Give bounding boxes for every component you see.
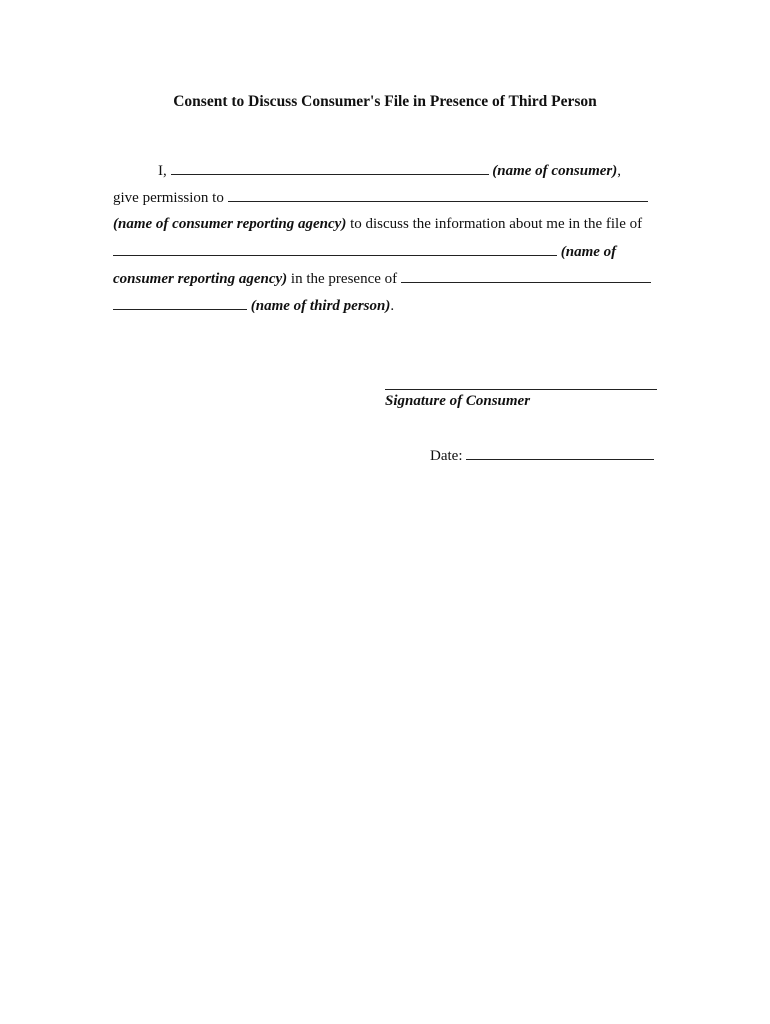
line1-prefix: I, [158, 163, 167, 179]
consent-line-consumer-name [158, 161, 621, 180]
consumer-name-blank[interactable] [171, 161, 489, 175]
consumer-name-label: (name of consumer) [492, 163, 618, 179]
line5-text: in the presence of [287, 271, 398, 287]
consent-line-third-person [113, 296, 394, 315]
line2-prefix: give permission to [113, 190, 224, 206]
third-person-blank-2[interactable] [113, 296, 247, 310]
consent-line-agency [113, 215, 642, 233]
consent-line-presence [113, 269, 651, 288]
date-blank[interactable] [466, 446, 654, 460]
line3-text: to discuss the information about me in the file of [346, 216, 643, 232]
document-title: Consent to Discuss Consumer's File in Presence of Third Person [173, 93, 597, 110]
line6-suffix: . [390, 298, 395, 314]
signature-label: Signature of Consumer [385, 393, 531, 409]
third-person-label: (name of third person) [250, 298, 391, 314]
third-person-blank-1[interactable] [401, 269, 651, 283]
consent-line-permission [113, 188, 648, 207]
file-agency-label-end: consumer reporting agency) [113, 271, 288, 287]
date-label: Date: [430, 448, 463, 464]
date-row [430, 446, 654, 465]
file-agency-label-start: (name of [560, 244, 617, 260]
agency-name-blank[interactable] [228, 188, 648, 202]
line1-suffix: , [617, 163, 621, 179]
file-agency-blank[interactable] [113, 242, 557, 256]
signature-line[interactable] [385, 389, 657, 390]
agency-name-label: (name of consumer reporting agency) [113, 216, 347, 232]
consent-line-file-of [113, 242, 616, 261]
